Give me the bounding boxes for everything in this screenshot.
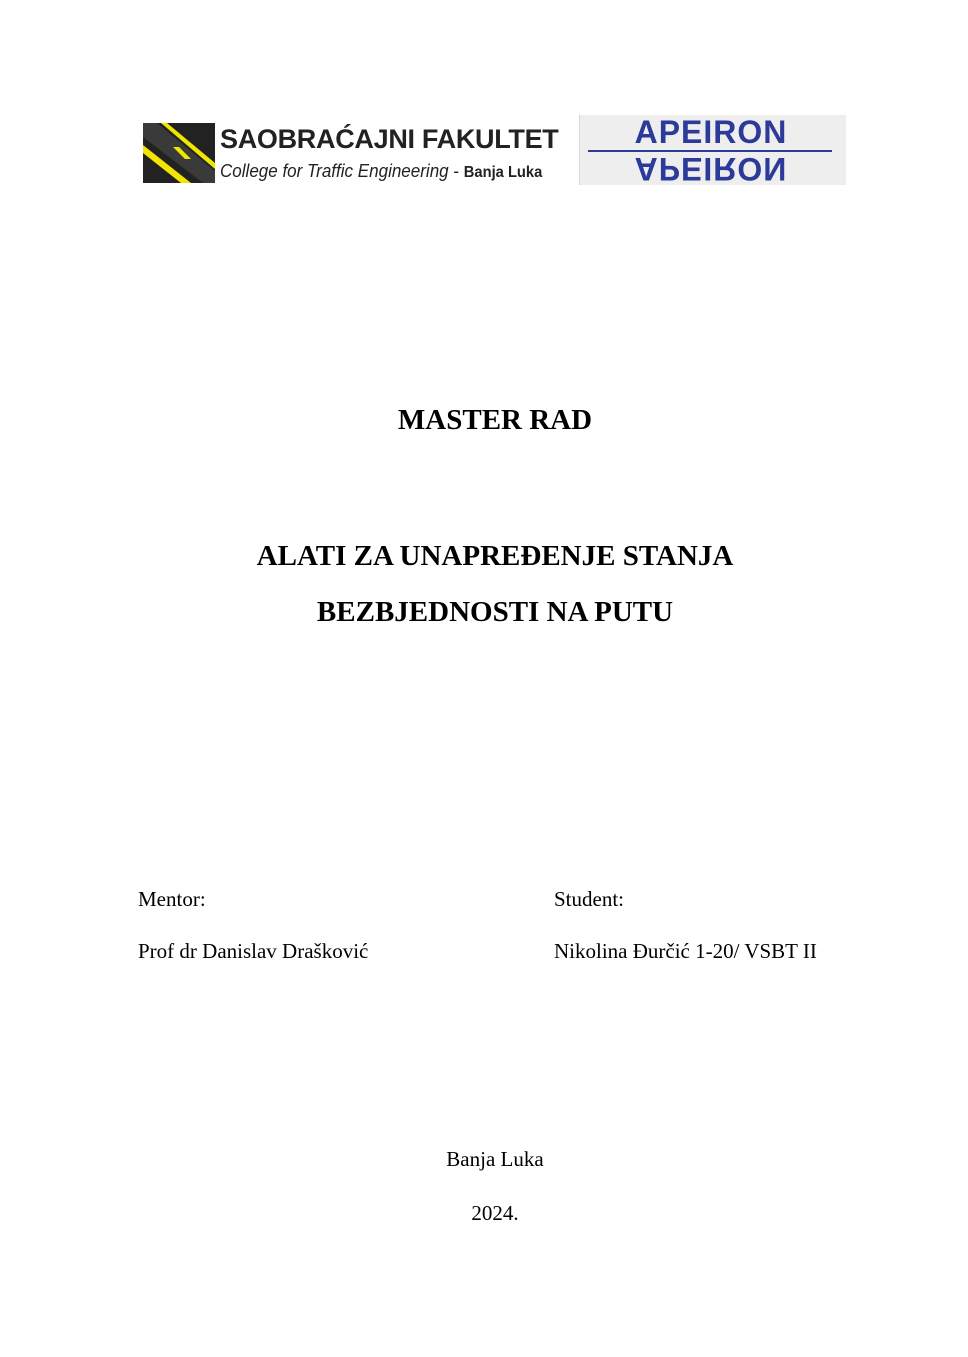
- apeiron-name-mirrored: APEIRON: [634, 151, 788, 187]
- fakultet-subtitle-sep: -: [448, 160, 464, 181]
- fakultet-subtitle: [220, 160, 542, 184]
- year: 2024.: [471, 1201, 519, 1225]
- apeiron-name: APEIRON: [634, 114, 788, 150]
- fakultet-subtitle-main: College for Traffic Engineering: [220, 160, 449, 181]
- student-name: Nikolina Đurčić 1-20/ VSBT II: [554, 939, 817, 963]
- apeiron-logo: [579, 115, 846, 185]
- road-icon: [143, 123, 215, 183]
- header-logos: [143, 115, 845, 185]
- thesis-title-line-1: ALATI ZA UNAPREĐENJE STANJA: [256, 540, 734, 572]
- fakultet-subtitle-city: Banja Luka: [463, 164, 543, 181]
- place: Banja Luka: [446, 1147, 544, 1171]
- thesis-title-line-2: BEZBJEDNOSTI NA PUTU: [316, 596, 674, 628]
- mentor-name: Prof dr Danislav Drašković: [138, 939, 369, 963]
- fakultet-logo: [143, 120, 579, 184]
- document-type: MASTER RAD: [397, 404, 593, 436]
- mentor-label: Mentor:: [138, 887, 206, 911]
- student-label: Student:: [554, 887, 625, 911]
- fakultet-name: SAOBRAĆAJNI FAKULTET: [220, 124, 559, 154]
